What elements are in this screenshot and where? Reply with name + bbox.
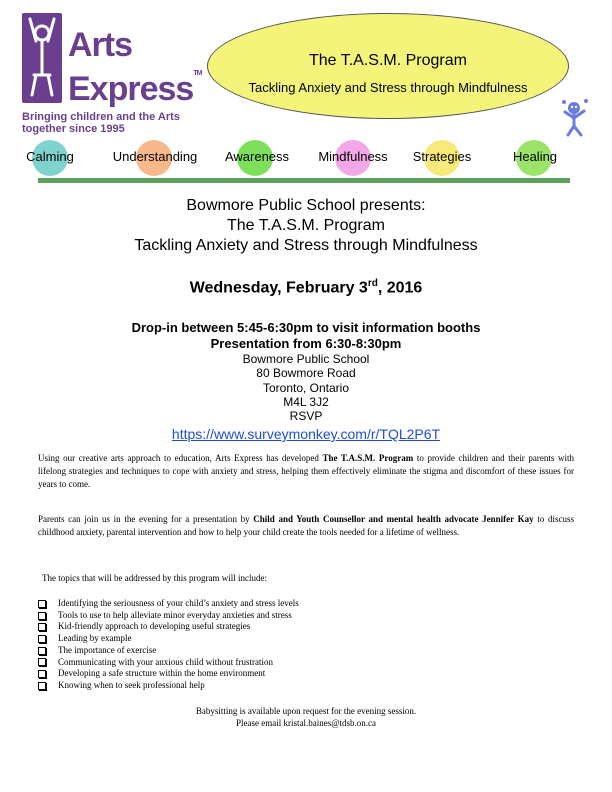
- checkbox-bullet-icon: [38, 647, 46, 655]
- divider-rule: [38, 178, 570, 183]
- category-label-understanding: Understanding: [112, 149, 198, 164]
- program-description: Using our creative arts approach to education, Arts Express has developed The T.A.S.M. Program to provide children and their parents with lifelong strategies and techniques to cope with anxiety and stress, helping them effectively eliminate the stigma and discomfort of these issues for years to come.: [38, 453, 574, 489]
- babysitting-note: Babysitting is available upon request for the evening session.: [195, 706, 417, 716]
- checkbox-bullet-icon: [38, 612, 46, 620]
- juggler-figure-icon: [560, 96, 592, 138]
- contact-email[interactable]: Please email kristal.baines@tdsb.on.ca: [235, 718, 376, 728]
- category-label-strategies: Strategies: [412, 149, 472, 164]
- address-block: [0, 352, 612, 423]
- address-line: M4L 3J2: [283, 394, 329, 409]
- list-item: Knowing when to seek professional help: [38, 680, 299, 692]
- list-item: Communicating with your anxious child without frustration: [38, 657, 299, 669]
- checkbox-bullet-icon: [38, 623, 46, 631]
- presents-line: Bowmore Public School presents:: [186, 197, 426, 214]
- banner-subtitle: Tackling Anxiety and Stress through Mindfulness: [248, 80, 528, 95]
- event-subtitle: Tackling Anxiety and Stress through Mindfulness: [134, 237, 478, 254]
- rsvp-link[interactable]: https://www.surveymonkey.com/r/TQL2P6T: [171, 426, 441, 442]
- address-line: Bowmore Public School: [242, 352, 370, 366]
- checkbox-bullet-icon: [38, 670, 46, 678]
- topics-list: [38, 598, 299, 692]
- figure-icon: [22, 13, 62, 103]
- category-label-healing: Healing: [512, 149, 558, 164]
- rsvp-label: RSVP: [289, 409, 323, 424]
- logo-mark: [22, 13, 62, 103]
- category-label-calming: Calming: [26, 149, 74, 164]
- list-item: The importance of exercise: [38, 645, 299, 657]
- checkbox-bullet-icon: [38, 658, 46, 666]
- topics-intro: The topics that will be addressed by this program will include:: [42, 573, 267, 583]
- presentation-description: Parents can join us in the evening for a presentation by Child and Youth Counsellor and mental health advocate Jennifer Kay to discuss childhood anxiety, parental intervention and how to help your child create the tools needed for a lifetime of wellness.: [38, 514, 574, 537]
- event-date: Wednesday, February 3rd, 2016: [189, 278, 423, 297]
- list-item: Kid-friendly approach to developing useful strategies: [38, 621, 299, 633]
- banner-title: The T.A.S.M. Program: [309, 52, 467, 69]
- logo-text-arts: Arts: [68, 26, 133, 64]
- list-item: Developing a safe structure within the home environment: [38, 668, 299, 680]
- list-item: Tools to use to help alleviate minor everyday anxieties and stress: [38, 610, 299, 622]
- address-line: 80 Bowmore Road: [256, 366, 356, 381]
- logo-text-express: Express™: [68, 70, 202, 108]
- category-label-awareness: Awareness: [224, 149, 290, 164]
- list-item: Identifying the seriousness of your child’s anxiety and stress levels: [38, 598, 299, 610]
- presentation-line: Presentation from 6:30-8:30pm: [210, 336, 402, 351]
- checkbox-bullet-icon: [38, 635, 46, 643]
- category-label-mindfulness: Mindfulness: [318, 149, 388, 164]
- address-line: Toronto, Ontario: [262, 380, 350, 395]
- event-title: The T.A.S.M. Program: [227, 217, 385, 234]
- footer-note: [0, 705, 612, 729]
- list-item: Leading by example: [38, 633, 299, 645]
- dropin-line: Drop-in between 5:45-6:30pm to visit information booths: [131, 320, 481, 335]
- checkbox-bullet-icon: [38, 600, 46, 608]
- event-intro: [0, 196, 612, 256]
- logo-tagline: Bringing children and the Arts together since 1995: [22, 111, 180, 135]
- event-times: [0, 320, 612, 352]
- checkbox-bullet-icon: [38, 682, 46, 690]
